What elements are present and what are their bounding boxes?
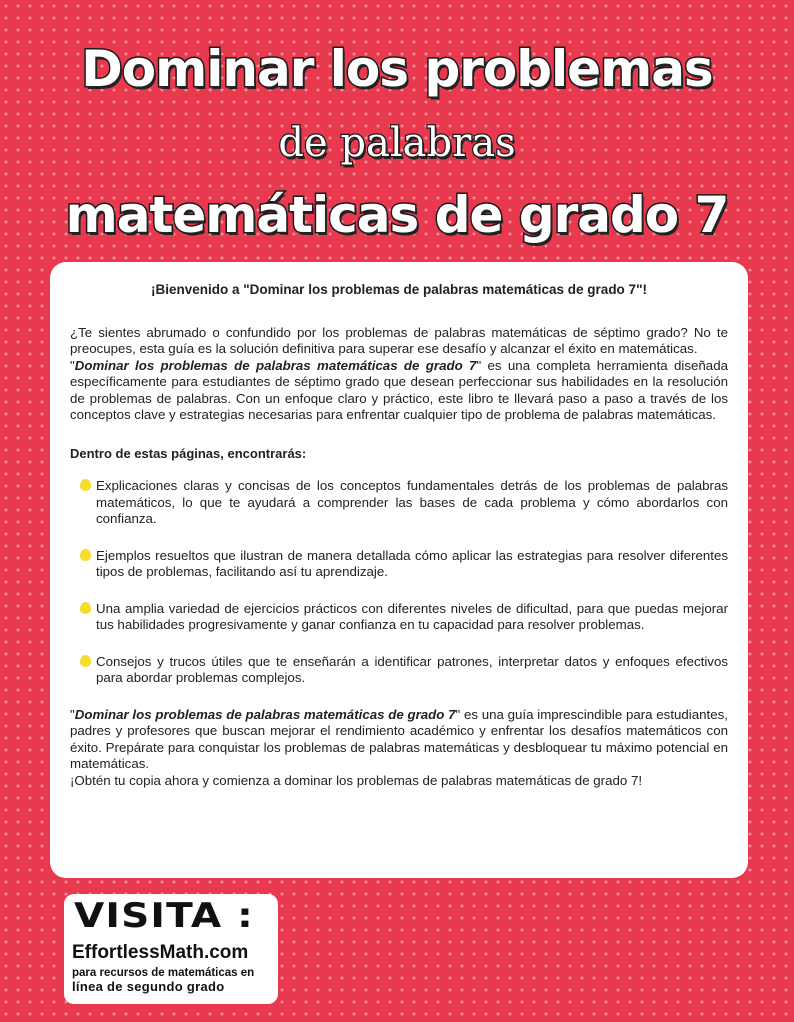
closing-text: es una guía imprescindible para estudiantes, padres y profesores que buscan mejorar el rendimiento académico y enfrentar los desafíos matemáticos con éxito. Prepárate para conquistar los problemas de palabras matemáticas y desbloquear tu máximo potencial en matemáticas. <box>70 706 728 771</box>
intro-text: ¿Te sientes abrumado o confundido por los problemas de palabras matemáticas de séptimo grado? No te preocupes, esta guía es la solución definitiva para superar ese desafío y alcanzar el éxito en matemáticas. <box>70 324 728 356</box>
quote-close: " <box>455 706 461 722</box>
subheading: Dentro de estas páginas, encontrarás: <box>70 445 307 461</box>
bullet-text: Ejemplos resueltos que ilustran de manera detallada cómo aplicar las estrategias para resolver diferentes tipos de problemas, facilitando así tu aprendizaje. <box>96 547 728 579</box>
bullet-icon <box>80 655 91 667</box>
visit-heading: VISITA : <box>74 896 254 936</box>
intro-paragraph <box>70 325 728 424</box>
quote-close: " <box>476 357 482 373</box>
visit-box[interactable] <box>64 894 278 1004</box>
book-title: Dominar los problemas de palabras matemáticas de grado 7 <box>74 357 477 373</box>
title-line-2: de palabras <box>278 120 516 166</box>
visit-desc-line-2: línea de segundo grado <box>72 979 225 994</box>
website-link[interactable]: EffortlessMath.com <box>72 942 249 963</box>
title-line-3: matemáticas de grado 7 <box>65 186 729 244</box>
bullet-icon <box>80 549 91 561</box>
bullet-icon <box>80 602 91 614</box>
list-item <box>70 601 728 634</box>
list-item <box>70 654 728 687</box>
bullet-text: Una amplia variedad de ejercicios prácticos con diferentes niveles de dificultad, para que puedas mejorar tus habilidades progresivamente y ganar confianza en tu capacidad para resolver problemas. <box>96 600 728 632</box>
call-to-action: ¡Obtén tu copia ahora y comienza a dominar los problemas de palabras matemáticas de grado 7! <box>70 772 643 788</box>
bullet-icon <box>80 479 91 491</box>
description-text: es una completa herramienta diseñada específicamente para estudiantes de séptimo grado que desean perfeccionar sus habilidades en la resolución de problemas de palabras. Con un enfoque claro y práctico, este libro te llevará paso a paso a través de los conceptos clave y estrategias necesarias para enfrentar cualquier tipo de problema de palabras matemáticas. <box>70 357 728 422</box>
list-item <box>70 478 728 528</box>
quote-open: " <box>70 357 75 373</box>
quote-open: " <box>70 706 75 722</box>
book-title: Dominar los problemas de palabras matemáticas de grado 7 <box>74 706 456 722</box>
visit-desc-line-1: para recursos de matemáticas en <box>72 967 255 979</box>
description-card <box>50 262 748 878</box>
closing-paragraph <box>70 707 728 790</box>
list-item <box>70 548 728 581</box>
title-line-1: Dominar los problemas <box>81 40 713 98</box>
visit-description <box>72 966 272 995</box>
welcome-heading: ¡Bienvenido a "Dominar los problemas de palabras matemáticas de grado 7"! <box>151 282 647 297</box>
bullet-text: Consejos y trucos útiles que te enseñarán a identificar patrones, interpretar datos y enfoques efectivos para abordar problemas complejos. <box>96 653 728 685</box>
bullet-text: Explicaciones claras y concisas de los conceptos fundamentales detrás de los problemas de palabras matemáticos, lo que te ayudará a comprender las bases de cada problema y cómo abordarlos con confianza. <box>96 478 728 526</box>
